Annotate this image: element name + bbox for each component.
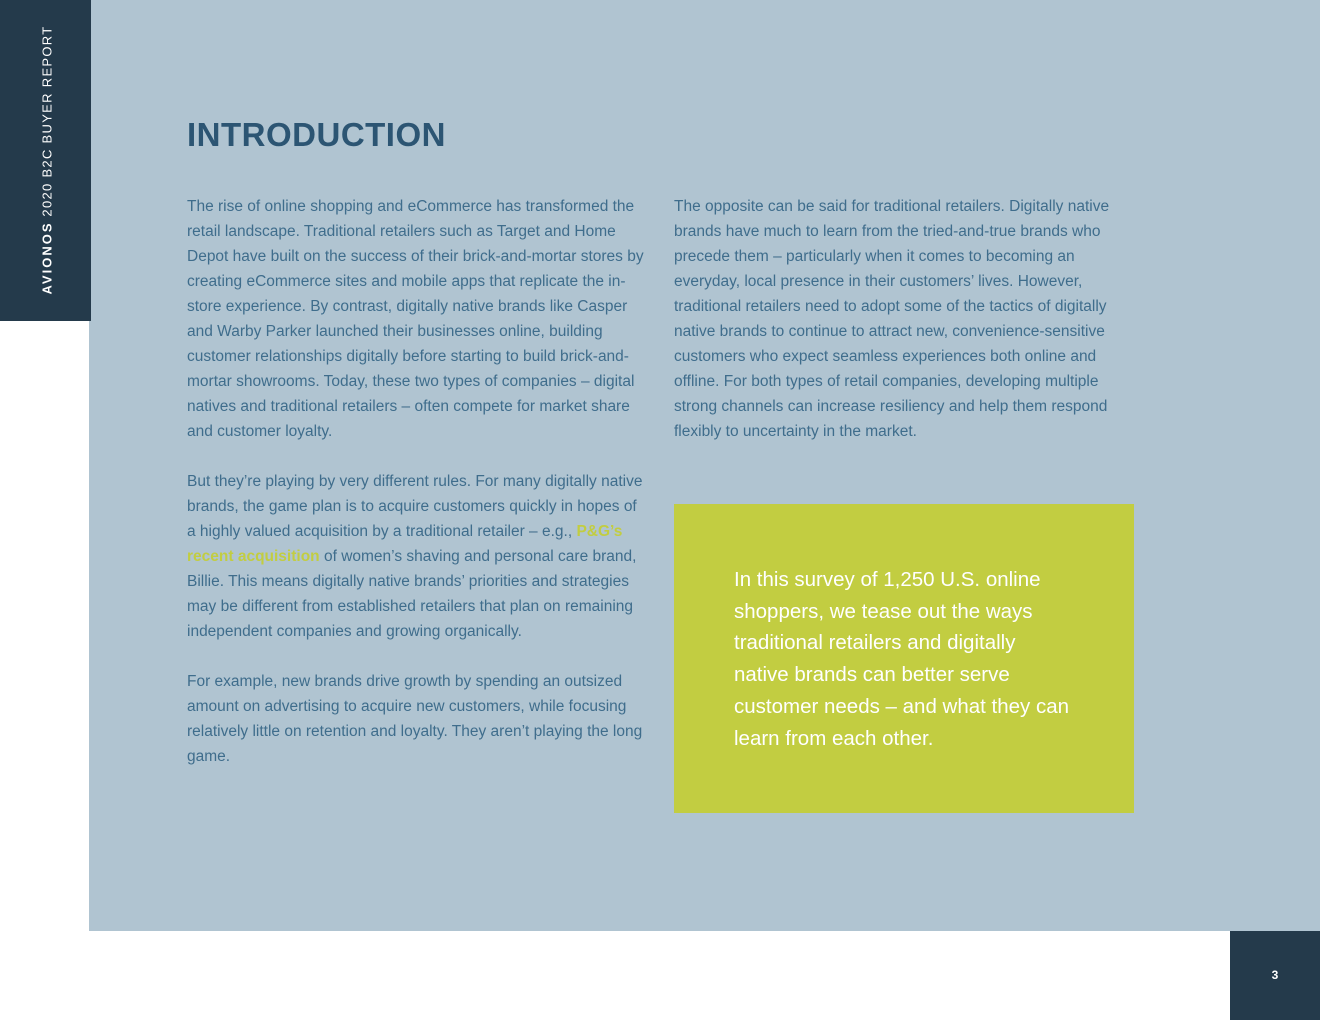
report-name: 2020 B2C BUYER REPORT: [39, 25, 55, 217]
paragraph: For example, new brands drive growth by spending an outsized amount on advertising to acquire new customers, while focusing relatively little on retention and loyalty. They aren’t playing the long game.: [187, 673, 643, 765]
left-column: [187, 194, 649, 794]
report-label: [40, 26, 55, 295]
page-number-box: [1230, 931, 1320, 1020]
page-number: 3: [1271, 968, 1279, 982]
paragraph: The rise of online shopping and eCommerce has transformed the retail landscape. Traditional retailers such as Target and Home Depot have built on the success of their brick-and-mortar stores by creating eCommerce sites and mobile apps that replicate the in-store experience. By contrast, digitally native brands like Casper and Warby Parker launched their businesses online, building customer relationships digitally before starting to build brick-and-mortar showrooms. Today, these two types of companies – digital natives and traditional retailers – often compete for market share and customer loyalty.: [187, 198, 644, 440]
paragraph: [187, 469, 649, 644]
paragraph: The opposite can be said for traditional retailers. Digitally native brands have much to learn from the tried-and-true brands who precede them – particularly when it comes to becoming an everyday, local presence in their customers’ lives. However, traditional retailers need to adopt some of the tactics of digitally native brands to continue to attract new, convenience-sensitive customers who expect seamless experiences both online and offline. For both types of retail companies, developing multiple strong channels can increase resiliency and help them respond flexibly to uncertainty in the market.: [674, 198, 1110, 440]
callout-box: [674, 504, 1134, 813]
side-tab: [0, 0, 91, 321]
right-column: [674, 194, 1134, 469]
page-title: INTRODUCTION: [187, 116, 446, 153]
brand-name: AVIONOS: [39, 221, 55, 295]
acquisition-link[interactable]: P&G’s recent acquisition: [187, 523, 623, 565]
paragraph-text: But they’re playing by very different rules. For many digitally native brands, the game plan is to acquire customers quickly in hopes of a highly valued acquisition by a traditional retailer – e.g.,: [187, 473, 643, 540]
callout-text: In this survey of 1,250 U.S. online shoppers, we tease out the ways traditional retailers and digitally native brands can better serve customer needs – and what they can learn from each other.: [734, 568, 1070, 750]
paragraph-text: of women’s shaving and personal care brand, Billie. This means digitally native brands’ priorities and strategies may be different from established retailers that plan on remaining independent companies and growing organically.: [187, 548, 637, 640]
